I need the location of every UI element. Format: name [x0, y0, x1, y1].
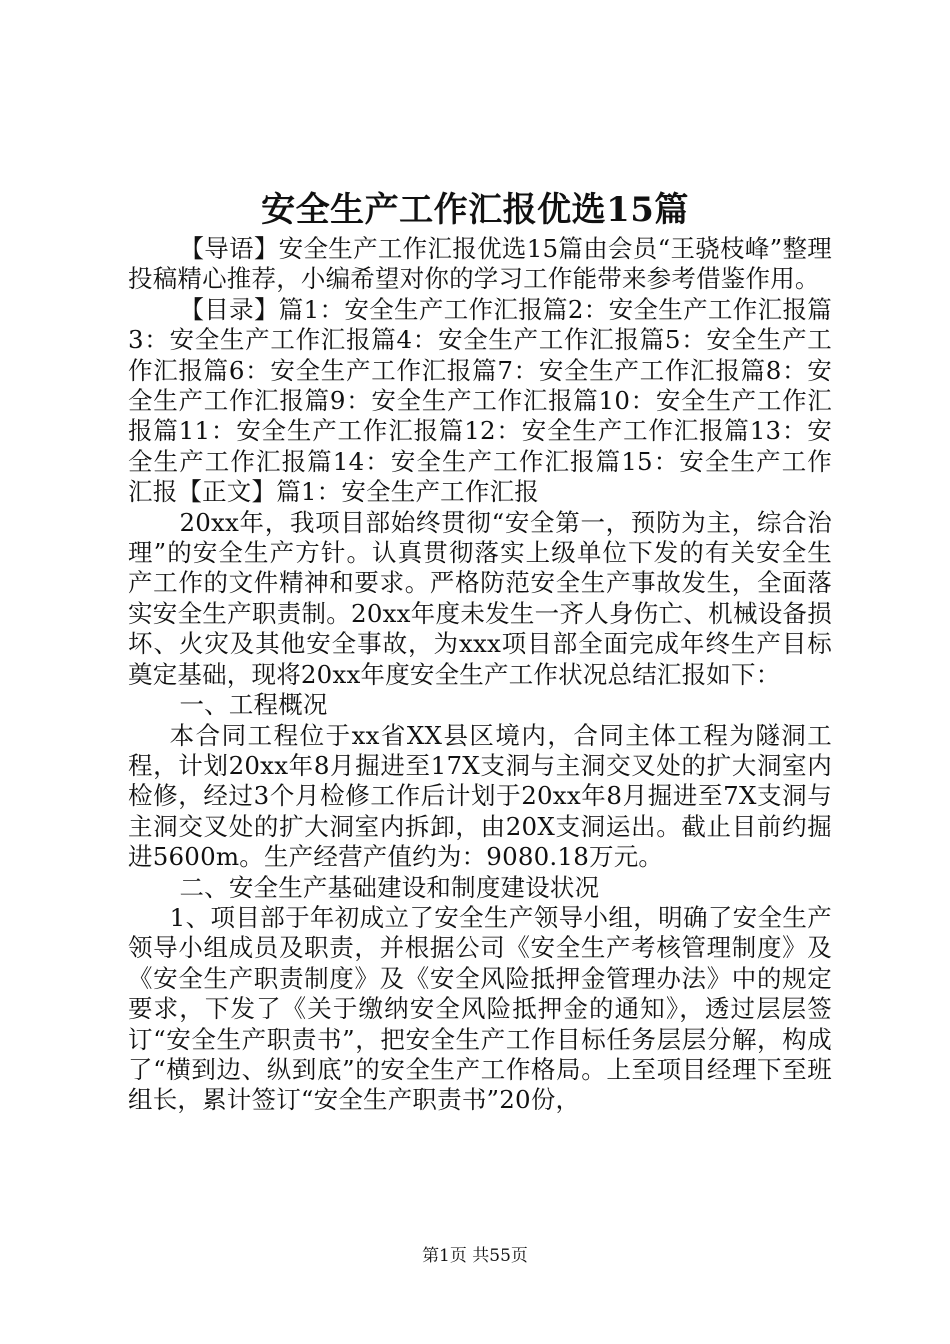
section-heading-project-overview: 一、工程概况: [179, 690, 328, 720]
document-title: 安全生产工作汇报优选15篇: [261, 190, 689, 230]
summary-paragraph: 20xx年，我项目部始终贯彻“安全第一，预防为主，综合治理”的安全生产方针。认真贯彻落实上级单位下发的有关安全生产工作的文件精神和要求。严格防范安全生产事故发生，全面落实安全生产职责制。20xx年度未发生一齐人身伤亡、机械设备损坏、火灾及其他安全事故，为xxx项目部全面完成年终生产目标奠定基础，现将20xx年度安全生产工作状况总结汇报如下：: [128, 507, 832, 689]
page-footer: 第1页 共55页: [422, 1246, 528, 1266]
project-overview-paragraph: 本合同工程位于xx省XX县区境内，合同主体工程为隧洞工程，计划20xx年8月掘进至17X支洞与主洞交叉处的扩大洞室内检修，经过3个月检修工作后计划于20xx年8月掘进至7X支洞与主洞交叉处的扩大洞室内拆卸，由20X支洞运出。截止目前约掘进5600m。生产经营产值约为：9080.18万元。: [128, 720, 832, 872]
section-heading-safety-foundation: 二、安全生产基础建设和制度建设状况: [179, 872, 600, 902]
safety-foundation-paragraph: 1、项目部于年初成立了安全生产领导小组，明确了安全生产领导小组成员及职责，并根据公司《安全生产考核管理制度》及《安全生产职责制度》及《安全风险抵押金管理办法》中的规定要求，下发了《关于缴纳安全风险抵押金的通知》，透过层层签订“安全生产职责书”，把安全生产工作目标任务层层分解，构成了“横到边、纵到底”的安全生产工作格局。上至项目经理下至班组长，累计签订“安全生产职责书”20份，: [128, 902, 832, 1115]
contents-paragraph: 【目录】篇1：安全生产工作汇报篇2：安全生产工作汇报篇3：安全生产工作汇报篇4：安全生产工作汇报篇5：安全生产工作汇报篇6：安全生产工作汇报篇7：安全生产工作汇报篇8：安全生产工作汇报篇9：安全生产工作汇报篇10：安全生产工作汇报篇11：安全生产工作汇报篇12：安全生产工作汇报篇13：安全生产工作汇报篇14：安全生产工作汇报篇15：安全生产工作汇报【正文】篇1：安全生产工作汇报: [128, 294, 832, 507]
document-body: [128, 234, 832, 1116]
intro-paragraph: 【导语】安全生产工作汇报优选15篇由会员“王骁枝峰”整理投稿精心推荐，小编希望对你的学习工作能带来参考借鉴作用。: [128, 234, 832, 294]
